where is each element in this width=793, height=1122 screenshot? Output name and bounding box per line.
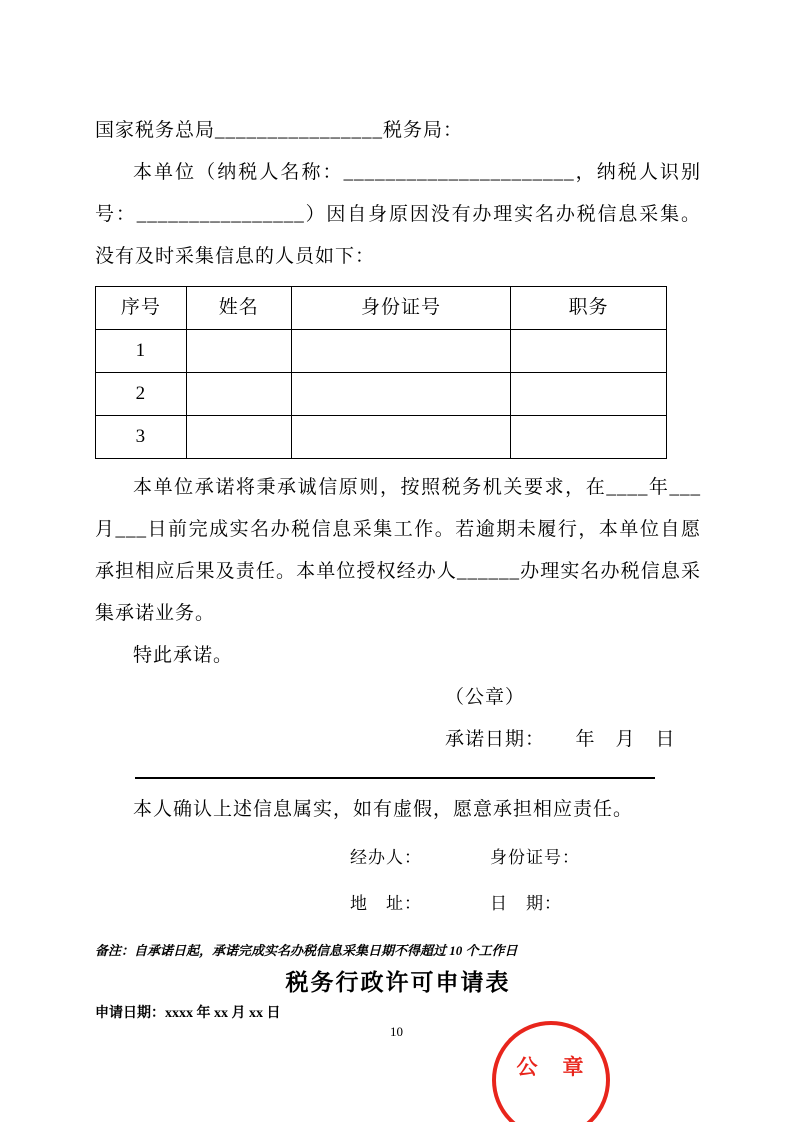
seal-block xyxy=(445,677,701,761)
seal-placeholder: （公章） xyxy=(445,687,526,708)
confirmation-line: 本人确认上述信息属实，如有虚假，愿意承担相应责任。 xyxy=(133,799,634,820)
table-cell-id xyxy=(291,330,511,373)
form-title: 税务行政许可申请表 xyxy=(285,969,511,995)
hereby-line: 特此承诺。 xyxy=(133,645,234,666)
table-cell-id xyxy=(291,373,511,416)
personnel-table xyxy=(95,286,667,459)
table-header-position: 职务 xyxy=(511,287,667,330)
remark-note: 备注：自承诺日起，承诺完成实名办税信息采集日期不得超过 10 个工作日 xyxy=(95,943,518,958)
document-content xyxy=(95,110,701,1025)
table-header-name: 姓名 xyxy=(186,287,291,330)
table-row xyxy=(96,373,667,416)
signature-fields xyxy=(350,835,701,927)
table-cell-position xyxy=(511,330,667,373)
table-row xyxy=(96,330,667,373)
table-cell-no: 3 xyxy=(96,416,187,459)
table-cell-name xyxy=(186,330,291,373)
page-number: 10 xyxy=(390,1024,403,1039)
signature-row xyxy=(350,835,701,881)
address-label: 地 址： xyxy=(350,894,422,913)
agent-label: 经办人： xyxy=(350,848,422,867)
commit-date-line: 承诺日期： 年 月 日 xyxy=(445,729,676,750)
horizontal-divider xyxy=(135,777,655,779)
id-label: 身份证号： xyxy=(490,848,580,867)
salutation-line: 国家税务总局________________税务局： xyxy=(95,120,464,141)
table-header-row xyxy=(96,287,667,330)
table-row xyxy=(96,416,667,459)
table-cell-name xyxy=(186,373,291,416)
intro-paragraph: 本单位（纳税人名称：______________________，纳税人识别号：________________）因自身原因没有办理实名办税信息采集。没有及时采集信息的人员如下： xyxy=(95,162,701,267)
table-cell-no: 2 xyxy=(96,373,187,416)
signature-row xyxy=(350,881,701,927)
table-cell-name xyxy=(186,416,291,459)
stamp-text: 公 章 xyxy=(516,1056,586,1079)
commitment-paragraph: 本单位承诺将秉承诚信原则，按照税务机关要求，在____年___月___日前完成实名办税信息采集工作。若逾期未履行，本单位自愿承担相应后果及责任。本单位授权经办人______办理实名办税信息采集承诺业务。 xyxy=(95,477,701,624)
application-date-line: 申请日期：xxxx 年 xx 月 xx 日 xyxy=(95,1006,281,1021)
table-cell-position xyxy=(511,416,667,459)
table-cell-position xyxy=(511,373,667,416)
table-cell-no: 1 xyxy=(96,330,187,373)
table-cell-id xyxy=(291,416,511,459)
date-label: 日 期： xyxy=(490,894,562,913)
table-header-id: 身份证号 xyxy=(291,287,511,330)
table-header-no: 序号 xyxy=(96,287,187,330)
